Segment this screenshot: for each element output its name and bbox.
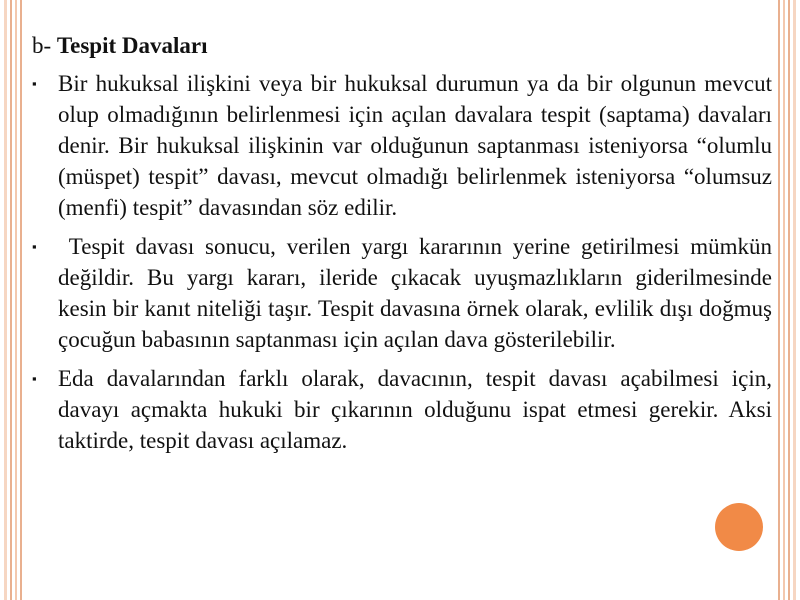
heading-prefix: b- — [32, 33, 57, 58]
bullet-marker-icon: ▪ — [32, 76, 37, 91]
heading-title: Tespit Davaları — [56, 33, 208, 58]
bullet-item — [32, 363, 772, 456]
bullet-item — [32, 231, 778, 355]
bullet-list — [32, 68, 778, 456]
decorative-orange-circle — [715, 503, 763, 551]
bullet-marker-icon: ▪ — [32, 239, 37, 254]
right-decorative-border — [776, 0, 800, 600]
left-decorative-border — [0, 0, 24, 600]
bullet-text: Eda davalarından farklı olarak, davacının, tespit davası açabilmesi için, davayı açmakta hukuki bir çıkarının olduğunu ispat etmesi gerekir. Aksi taktirde, tespit davası açılamaz. — [58, 366, 772, 453]
slide-heading — [32, 30, 772, 62]
bullet-item — [32, 68, 772, 223]
bullet-text: Tespit davası sonucu, verilen yargı kararının yerine getirilmesi mümkün değildir. Bu yargı kararı, ileride çıkacak uyuşmazlıkların giderilmesinde kesin bir kanıt niteliği taşır. Tespit davasına örnek olarak, evlilik dışı doğmuş çocuğun babasının saptanması için açılan dava gösterilebilir. — [58, 234, 778, 352]
bullet-text: Bir hukuksal ilişkini veya bir hukuksal durumun ya da bir olgunun mevcut olup olmadığının belirlenmesi için açılan davalara tespit (saptama) davaları denir. Bir hukuksal ilişkinin var olduğunun saptanması isteniyorsa “olumlu (müspet) tespit” davası, mevcut olmadığı belirlenmek isteniyorsa “olumsuz (menfi) tespit” davasından söz edilir. — [58, 71, 772, 220]
bullet-marker-icon: ▪ — [32, 371, 37, 386]
slide-content — [32, 30, 778, 600]
